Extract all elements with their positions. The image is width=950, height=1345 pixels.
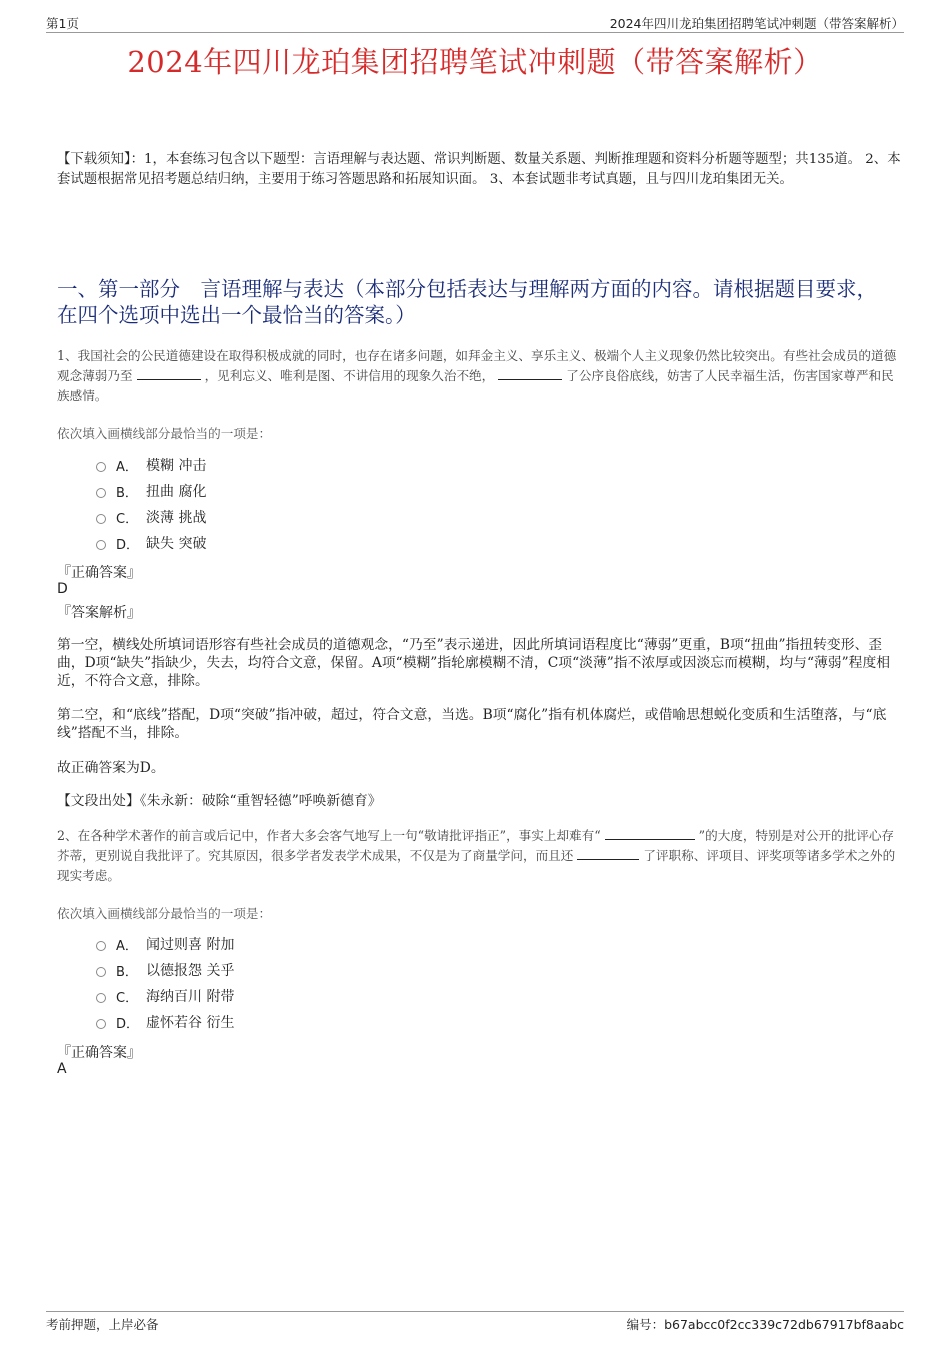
section-title: 一、第一部分 言语理解与表达（本部分包括表达与理解两方面的内容。请根据题目要求，在四个选项中选出一个最恰当的答案。） <box>57 277 877 327</box>
radio-icon[interactable] <box>96 488 106 498</box>
passage-source: 【文段出处】《朱永新：破除“重智轻德”呼唤新德育》 <box>57 793 382 809</box>
radio-icon[interactable] <box>96 540 106 550</box>
option-b[interactable]: B． 以德报怨 关乎 <box>96 957 234 983</box>
question-1-prompt: 依次填入画横线部分最恰当的一项是： <box>57 426 272 441</box>
fill-blank <box>137 366 201 380</box>
header-doc-title: 2024年四川龙珀集团招聘笔试冲刺题（带答案解析） <box>609 16 904 31</box>
correct-answer: D <box>57 581 68 597</box>
analysis-label: 『答案解析』 <box>57 605 141 621</box>
fill-blank <box>605 826 695 840</box>
radio-icon[interactable] <box>96 462 106 472</box>
option-c[interactable]: C． 淡薄 挑战 <box>96 504 206 530</box>
answer-label: 『正确答案』 <box>57 565 141 581</box>
page-header <box>46 14 904 33</box>
analysis-paragraph: 第二空，和“底线”搭配，D项“突破”指冲破，超过，符合文意，当选。B项“腐化”指有机体腐烂，或借喻思想蜕化变质和生活堕落，与“底线”搭配不当，排除。 <box>57 707 887 741</box>
fill-blank <box>577 846 639 860</box>
radio-icon[interactable] <box>96 967 106 977</box>
question-1-stem: 1、我国社会的公民道德建设在取得积极成就的同时，也存在诸多问题，如拜金主义、享乐主义、极端个人主义现象仍然比较突出。有些社会成员的道德观念薄弱乃至 ，见利忘义、唯利是图、不讲信用的现象久治不绝， 了公序良俗底线，妨害了人民幸福生活，伤害国家尊严和民族感情。 <box>57 348 897 403</box>
radio-icon[interactable] <box>96 514 106 524</box>
radio-icon[interactable] <box>96 1019 106 1029</box>
document-title: 2024年四川龙珀集团招聘笔试冲刺题（带答案解析） <box>127 45 823 79</box>
option-d[interactable]: D． 缺失 突破 <box>96 530 206 556</box>
option-a[interactable]: A． 闻过则喜 附加 <box>96 931 234 957</box>
document-serial: 编号：b67abcc0f2cc339c72db67917bf8aabc <box>626 1317 904 1332</box>
question-2-stem: 2、在各种学术著作的前言或后记中，作者大多会客气地写上一句“敬请批评指正”，事实上却难有“ ”的大度，特别是对公开的批评心存芥蒂，更别说自我批评了。究其原因，很多学者发表学术成果，不仅是为了商量学问，而且还 了评职称、评项目、评奖项等诸多学术之外的现实考虑。 <box>57 828 896 883</box>
question-1-options <box>96 452 206 556</box>
question-2-prompt: 依次填入画横线部分最恰当的一项是： <box>57 906 272 921</box>
option-c[interactable]: C． 海纳百川 附带 <box>96 983 234 1009</box>
answer-label: 『正确答案』 <box>57 1045 141 1061</box>
question-2-options <box>96 931 234 1035</box>
fill-blank <box>498 366 562 380</box>
footer-slogan: 考前押题，上岸必备 <box>46 1317 159 1332</box>
option-d[interactable]: D． 虚怀若谷 衍生 <box>96 1009 234 1035</box>
option-a[interactable]: A． 模糊 冲击 <box>96 452 206 478</box>
radio-icon[interactable] <box>96 993 106 1003</box>
radio-icon[interactable] <box>96 941 106 951</box>
analysis-conclusion: 故正确答案为D。 <box>57 760 165 776</box>
page-footer <box>46 1311 904 1332</box>
page-number: 第1页 <box>46 16 79 31</box>
download-notice: 【下载须知】：1，本套练习包含以下题型：言语理解与表达题、常识判断题、数量关系题、判断推理题和资料分析题等题型；共135道。 2、本套试题根据常见招考题总结归纳，主要用于练习答题思路和拓展知识面。 3、本套试题非考试真题，且与四川龙珀集团无关。 <box>57 152 901 187</box>
option-b[interactable]: B． 扭曲 腐化 <box>96 478 206 504</box>
correct-answer: A <box>57 1061 67 1077</box>
analysis-paragraph: 第一空，横线处所填词语形容有些社会成员的道德观念，“乃至”表示递进，因此所填词语程度比“薄弱”更重，B项“扭曲”指扭转变形、歪曲，D项“缺失”指缺少，失去，均符合文意，保留。A项“模糊”指轮廓模糊不清，C项“淡薄”指不浓厚或因淡忘而模糊，均与“薄弱”程度相近，不符合文意，排除。 <box>57 637 891 689</box>
